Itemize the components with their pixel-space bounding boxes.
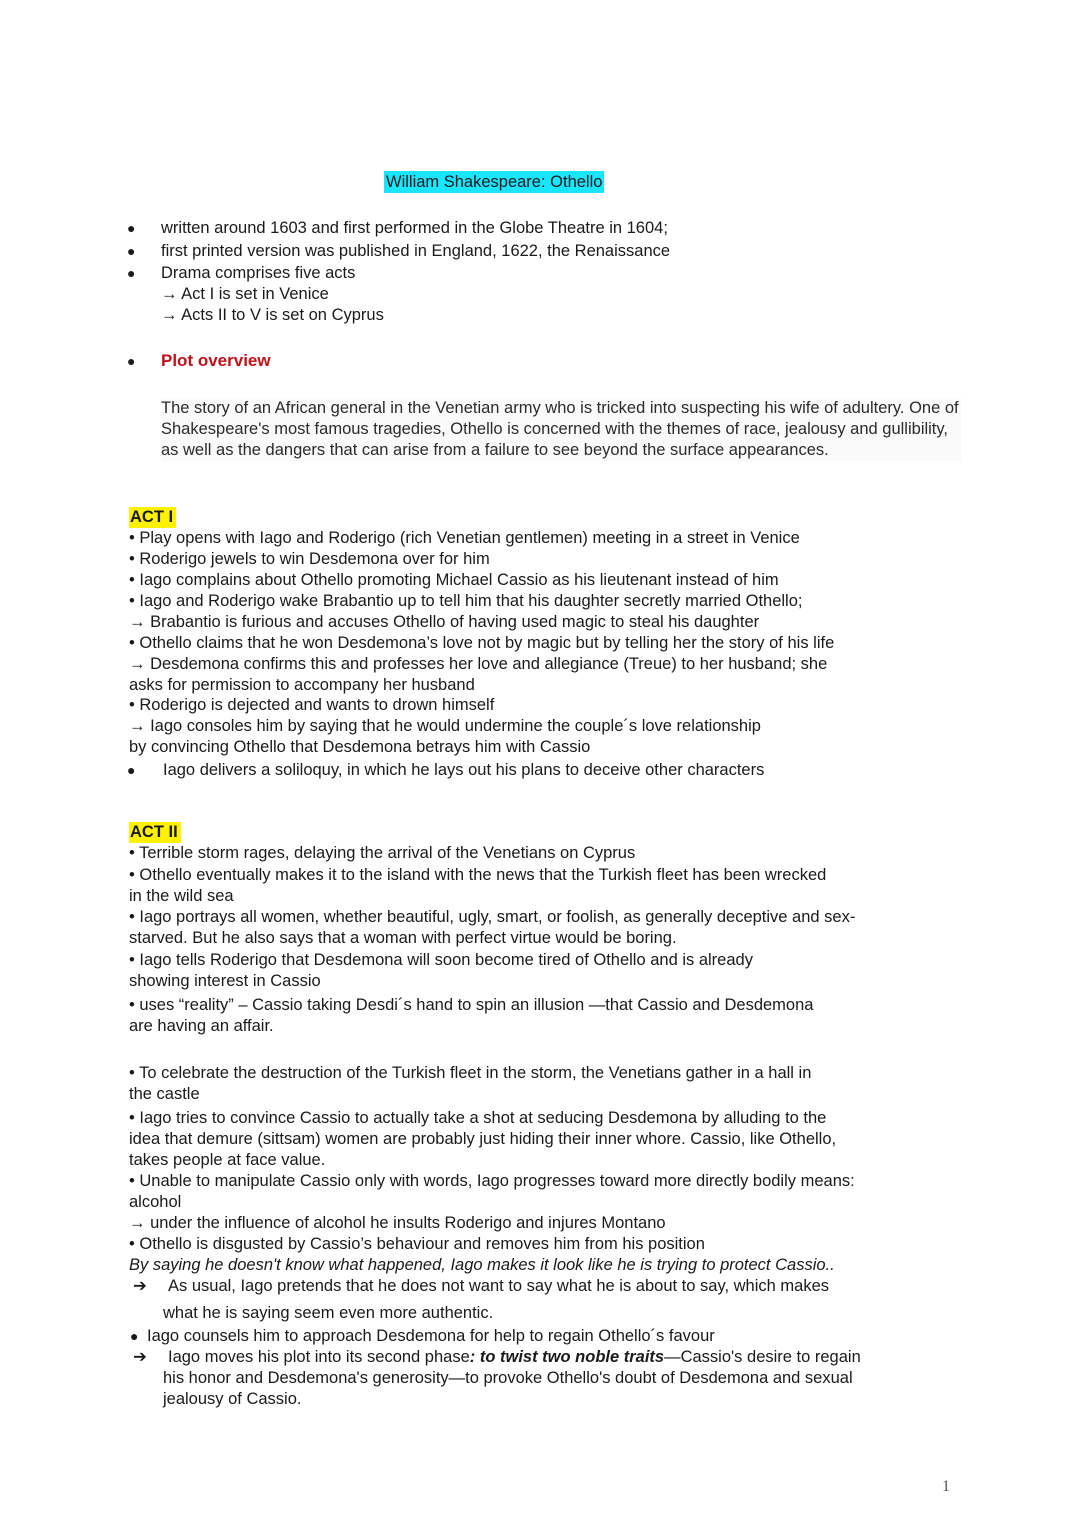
plot-overview-heading: Plot overview bbox=[161, 351, 271, 370]
act-2-line: alcohol bbox=[129, 1193, 182, 1211]
act-1-line: • Iago and Roderigo wake Brabantio up to tell him that his daughter secretly married Othello; bbox=[129, 592, 803, 610]
page-title: William Shakespeare: Othello bbox=[386, 173, 603, 191]
act-1-line: • Roderigo jewels to win Desdemona over for him bbox=[129, 550, 490, 568]
intro-arrow-item: → Acts II to V is set on Cyprus bbox=[161, 306, 384, 324]
plot-phase-emphasis: : to twist two noble traits bbox=[469, 1348, 665, 1366]
act-2-line: are having an affair. bbox=[129, 1017, 274, 1035]
act-2-line: in the wild sea bbox=[129, 887, 234, 905]
act-1-line: → Desdemona confirms this and professes her love and allegiance (Treue) to her husband; she bbox=[129, 655, 828, 673]
act-2-line: his honor and Desdemona's generosity—to provoke Othello's doubt of Desdemona and sexual bbox=[163, 1369, 853, 1387]
bullet-dot: ● bbox=[127, 243, 136, 259]
act-2-line: As usual, Iago pretends that he does not want to say what he is about to say, which makes bbox=[168, 1277, 829, 1295]
act-2-line: • Iago portrays all women, whether beautiful, ugly, smart, or foolish, as generally deceptive and sex- bbox=[129, 908, 856, 926]
act-1-line: • Roderigo is dejected and wants to drown himself bbox=[129, 696, 495, 714]
act-2-italic-note: By saying he doesn't know what happened, Iago makes it look like he is trying to protect Cassio.. bbox=[129, 1256, 835, 1274]
act-2-heading: ACT II bbox=[129, 822, 181, 843]
act-2-line: the castle bbox=[129, 1085, 200, 1103]
act-2-line: what he is saying seem even more authentic. bbox=[163, 1304, 494, 1322]
act-2-line: • uses “reality” – Cassio taking Desdi´s hand to spin an illusion —that Cassio and Desdemona bbox=[129, 996, 814, 1014]
act-2-line: • Unable to manipulate Cassio only with words, Iago progresses toward more directly bodily means: bbox=[129, 1172, 855, 1190]
bullet-dot: ● bbox=[127, 353, 136, 369]
act-2-line: • Othello is disgusted by Cassio’s behaviour and removes him from his position bbox=[129, 1235, 705, 1253]
bullet-dot: ● bbox=[127, 762, 136, 778]
act-2-line: starved. But he also says that a woman with perfect virtue would be boring. bbox=[129, 929, 677, 947]
act-1-line: asks for permission to accompany her husband bbox=[129, 676, 475, 694]
arrow-marker: ➔ bbox=[133, 1277, 147, 1295]
plot-phase-text: Iago moves his plot into its second phase bbox=[168, 1348, 470, 1366]
arrow-marker: ➔ bbox=[133, 1348, 147, 1366]
act-2-line: Iago counsels him to approach Desdemona for help to regain Othello´s favour bbox=[147, 1327, 715, 1345]
act-2-line: • To celebrate the destruction of the Turkish fleet in the storm, the Venetians gather in a hall in bbox=[129, 1064, 812, 1082]
act-1-line: by convincing Othello that Desdemona betrays him with Cassio bbox=[129, 738, 591, 756]
intro-item: Drama comprises five acts bbox=[161, 264, 356, 282]
page-number: 1 bbox=[942, 1478, 950, 1495]
act-1-heading: ACT I bbox=[129, 507, 176, 528]
act-1-line: → Brabantio is furious and accuses Othello of having used magic to steal his daughter bbox=[129, 613, 760, 631]
bullet-dot: ● bbox=[127, 265, 136, 281]
act-2-line: • Iago tells Roderigo that Desdemona will soon become tired of Othello and is already bbox=[129, 951, 753, 969]
intro-item: first printed version was published in England, 1622, the Renaissance bbox=[161, 242, 671, 260]
intro-arrow-item: → Act I is set in Venice bbox=[161, 285, 329, 303]
act-2-line: • Iago tries to convince Cassio to actually take a shot at seducing Desdemona by alluding to the bbox=[129, 1109, 827, 1127]
act-1-line: • Play opens with Iago and Roderigo (rich Venetian gentlemen) meeting in a street in Venice bbox=[129, 529, 800, 547]
intro-item: written around 1603 and first performed in the Globe Theatre in 1604; bbox=[161, 219, 668, 237]
act-1-line: • Iago complains about Othello promoting Michael Cassio as his lieutenant instead of him bbox=[129, 571, 779, 589]
act-1-line: • Othello claims that he won Desdemona’s love not by magic but by telling her the story of his life bbox=[129, 634, 835, 652]
act-2-line: • Othello eventually makes it to the island with the news that the Turkish fleet has been wrecked bbox=[129, 866, 827, 884]
act-2-line: idea that demure (sittsam) women are probably just hiding their inner whore. Cassio, like Othello, bbox=[129, 1130, 837, 1148]
bullet-dot: ● bbox=[127, 220, 136, 236]
act-2-line: jealousy of Cassio. bbox=[163, 1390, 302, 1408]
act-2-plot-phase-line bbox=[168, 1347, 861, 1368]
act-1-line: Iago delivers a soliloquy, in which he lays out his plans to deceive other characters bbox=[163, 761, 765, 779]
act-2-line: showing interest in Cassio bbox=[129, 972, 321, 990]
act-1-line: → Iago consoles him by saying that he would undermine the couple´s love relationship bbox=[129, 717, 761, 735]
bullet-dot: ● bbox=[130, 1328, 139, 1344]
plot-overview-paragraph: The story of an African general in the Venetian army who is tricked into suspecting his wife of adultery. One of Shakespeare's most famous tragedies, Othello is concerned with the themes of race, jealousy and gullibility, as well as the dangers that can arise from a failure to see beyond the surface appearances. bbox=[161, 398, 961, 461]
act-2-line: → under the influence of alcohol he insults Roderigo and injures Montano bbox=[129, 1214, 666, 1232]
plot-phase-text-end: —Cassio's desire to regain bbox=[664, 1348, 861, 1366]
act-2-line: • Terrible storm rages, delaying the arrival of the Venetians on Cyprus bbox=[129, 844, 636, 862]
act-2-line: takes people at face value. bbox=[129, 1151, 326, 1169]
